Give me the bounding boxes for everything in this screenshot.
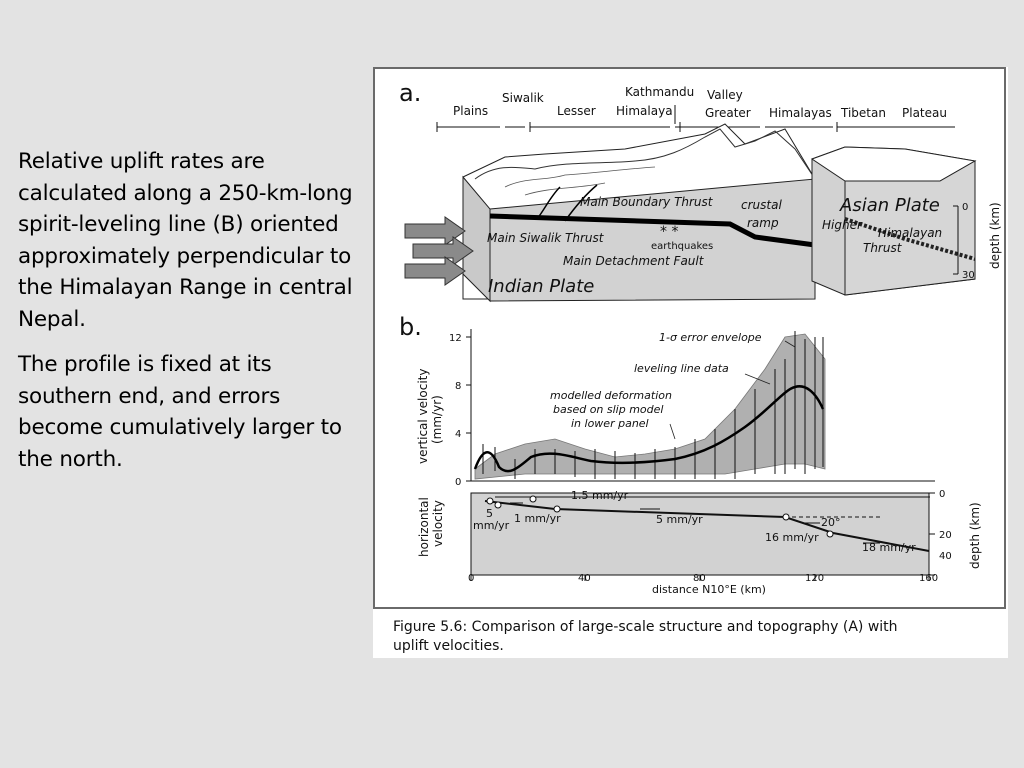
velocity-5a: 5 (486, 507, 493, 520)
v-tick-12: 12 (449, 333, 462, 344)
depth-axis-label-b: depth (km) (968, 502, 982, 569)
velocity-16: 16 mm/yr (765, 531, 819, 544)
figure-caption (393, 618, 1003, 656)
figure-svg (375, 69, 1004, 607)
vertical-axis-label-2: (mm/yr) (430, 395, 444, 444)
velocity-5b: mm/yr (473, 519, 510, 532)
region-labels (453, 85, 947, 120)
velocity-1-5: 1.5 mm/yr (571, 489, 629, 502)
region-greater: Greater (705, 106, 751, 120)
figure-frame (373, 67, 1006, 609)
depth-tick-0: 0 (962, 202, 969, 213)
paragraph-uplift-rates: Relative uplift rates are calculated along a 250-km-long spirit-leveling line (B) oriented approximately perpendicular to the Himalayan Range in central Nepal. (18, 149, 353, 332)
v-tick-4: 4 (455, 429, 462, 440)
region-lesser: Lesser (557, 104, 596, 118)
distance-tick-120: 120 (805, 573, 825, 584)
distance-tick-40: 40 (578, 573, 591, 584)
region-kathmandu: Kathmandu (625, 85, 695, 99)
depth-tick-b-20: 20 (939, 530, 952, 541)
label-crustal: crustal (741, 198, 782, 212)
region-himalayas: Himalayas (769, 106, 832, 120)
panel-a-label: a. (399, 79, 422, 107)
horizontal-axis-label-2: velocity (431, 500, 445, 547)
annotation-modelled-1: modelled deformation (550, 389, 672, 402)
depth-tick-b-40: 40 (939, 551, 952, 562)
label-ramp: ramp (747, 216, 779, 230)
v-tick-0: 0 (455, 477, 462, 488)
horizontal-axis-label-1: horizontal (417, 497, 431, 557)
region-plateau: Plateau (902, 106, 947, 120)
label-himalayan: Himalayan (878, 226, 943, 240)
figure-panel (373, 67, 1008, 658)
depth-tick-30: 30 (962, 270, 975, 281)
distance-axis-label: distance N10°E (km) (652, 583, 766, 596)
label-thrust: Thrust (863, 241, 902, 255)
horizontal-velocity-plot (417, 489, 982, 596)
panel-b-label: b. (399, 313, 422, 341)
velocity-18: 18 mm/yr (862, 541, 916, 554)
depth-axis-label-a: depth (km) (988, 202, 1002, 269)
annotation-error-envelope: 1-σ error envelope (659, 331, 762, 344)
svg-text:* *: * * (660, 224, 679, 240)
label-mbt: Main Boundary Thrust (580, 195, 713, 209)
annotation-modelled-3: in lower panel (571, 417, 649, 430)
label-asian-plate: Asian Plate (840, 195, 940, 216)
distance-tick-160: 160 (919, 573, 939, 584)
velocity-1: 1 mm/yr (514, 512, 561, 525)
label-higher: Higher (822, 218, 862, 232)
distance-tick-0: 0 (468, 573, 475, 584)
slide-body-text (18, 146, 363, 489)
depth-tick-b-0: 0 (939, 489, 946, 500)
label-mdf: Main Detachment Fault (563, 254, 704, 268)
velocity-5: 5 mm/yr (656, 513, 703, 526)
region-tibetan: Tibetan (841, 106, 886, 120)
paragraph-profile-fixed: The profile is fixed at its southern end, and errors become cumulatively larger to the north. (18, 352, 342, 472)
label-msf: Main Siwalik Thrust (487, 231, 604, 245)
region-valley: Valley (707, 88, 743, 102)
vertical-axis-label-1: vertical velocity (416, 368, 430, 464)
label-indian-plate: Indian Plate (488, 276, 595, 297)
caption-line-2: uplift velocities. (393, 638, 504, 654)
dip-angle: 20° (821, 516, 841, 529)
caption-line-1: Figure 5.6: Comparison of large-scale structure and topography (A) with (393, 619, 898, 635)
annotation-leveling: leveling line data (634, 362, 729, 375)
distance-tick-80: 80 (693, 573, 706, 584)
annotation-modelled-2: based on slip model (553, 403, 664, 416)
vertical-velocity-plot (416, 329, 935, 488)
v-tick-8: 8 (455, 381, 462, 392)
region-siwalik: Siwalik (502, 91, 544, 105)
region-plains: Plains (453, 104, 489, 118)
region-himalaya: Himalaya (616, 104, 673, 118)
label-earthquakes: earthquakes (651, 241, 714, 252)
